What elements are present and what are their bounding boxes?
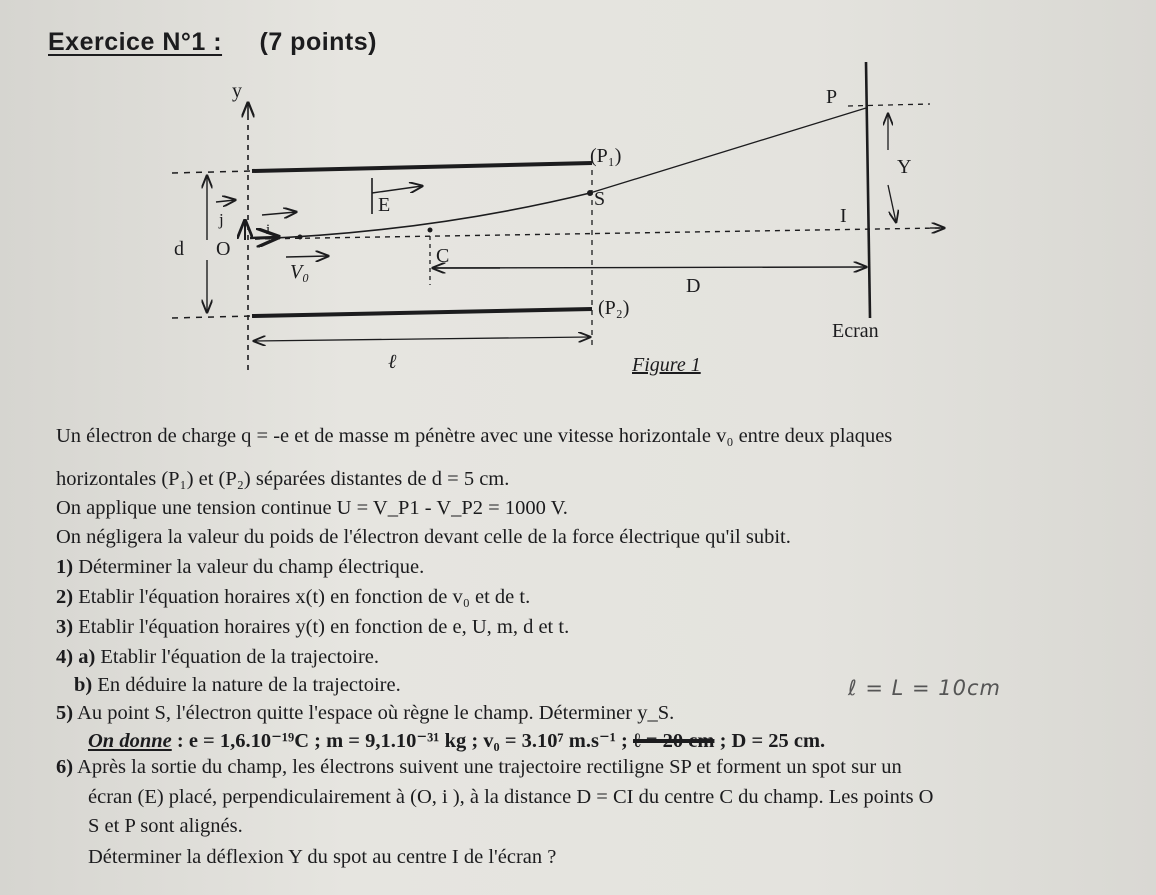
question-4b bbox=[74, 674, 401, 697]
question-2-num: 2) bbox=[56, 586, 74, 608]
question-3-text: Etablir l'équation horaires y(t) en fonction de e, U, m, d et t. bbox=[78, 616, 570, 638]
vector-i-bar bbox=[262, 212, 296, 215]
label-big-d: D bbox=[686, 275, 701, 297]
label-v0: V₀ bbox=[290, 261, 310, 283]
plate-p1-dash bbox=[172, 171, 252, 173]
label-j: j bbox=[219, 210, 224, 229]
parabolic-trajectory bbox=[255, 193, 590, 239]
handwritten-note: ℓ = L = 10cm bbox=[848, 676, 1001, 700]
label-o: O bbox=[216, 238, 231, 260]
intro-line-2: horizontales (P₁) et (P₂) séparées distantes de d = 5 cm. bbox=[56, 468, 510, 490]
plate-p2-dash bbox=[172, 316, 252, 318]
label-ell: ℓ bbox=[388, 351, 397, 373]
given-struck-length: ℓ = 20 cm bbox=[633, 730, 715, 752]
label-y-deflection: Y bbox=[897, 156, 912, 178]
straight-trajectory bbox=[590, 108, 866, 193]
question-6-num: 6) bbox=[56, 756, 74, 778]
label-s: S bbox=[594, 188, 606, 210]
question-5-num: 5) bbox=[56, 702, 74, 724]
question-4b-text: En déduire la nature de la trajectoire. bbox=[97, 674, 401, 696]
intro-line-3: On applique une tension continue U = V_P1 - V_P2 = 1000 V. bbox=[56, 497, 568, 519]
label-p: P bbox=[826, 86, 838, 108]
label-d: d bbox=[174, 238, 184, 260]
question-1 bbox=[56, 556, 424, 579]
point-p-dash bbox=[848, 104, 930, 106]
question-6-line-3: S et P sont alignés. bbox=[88, 815, 243, 837]
y-deflection-down bbox=[888, 185, 896, 222]
question-2 bbox=[56, 586, 530, 609]
question-5-text: Au point S, l'électron quitte l'espace où règne le champ. Déterminer y_S. bbox=[77, 702, 675, 724]
label-e: E bbox=[378, 194, 391, 216]
question-6 bbox=[56, 756, 902, 779]
question-6-line-2: écran (E) placé, perpendiculairement à (O, i ), à la distance D = CI du centre C du champ. Les points O bbox=[88, 786, 934, 808]
label-i: i bbox=[266, 222, 271, 238]
exercise-number: Exercice N°1 : bbox=[48, 28, 223, 56]
given-values: On donne : e = 1,6.10⁻¹⁹C ; m = 9,1.10⁻³¹ kg ; v₀ = 3.10⁷ m.s⁻¹ ; ℓ = 20 cm ; D = 25 cm. bbox=[88, 730, 826, 752]
exercise-points: (7 points) bbox=[259, 28, 377, 56]
question-1-num: 1) bbox=[56, 556, 74, 578]
plate-p2 bbox=[252, 309, 592, 316]
label-screen-i: I bbox=[840, 205, 847, 227]
question-1-text: Déterminer la valeur du champ électrique. bbox=[78, 556, 425, 578]
intro-line-1: Un électron de charge q = -e et de masse m pénètre avec une vitesse horizontale v₀ entre deux plaques bbox=[56, 425, 893, 447]
given-distance: ; D = 25 cm. bbox=[719, 730, 826, 752]
question-4b-num: b) bbox=[74, 674, 93, 696]
question-4a-text: Etablir l'équation de la trajectoire. bbox=[100, 646, 380, 668]
question-6-line-4: Déterminer la déflexion Y du spot au centre I de l'écran ? bbox=[88, 846, 557, 868]
question-2-text: Etablir l'équation horaires x(t) en fonction de v₀ et de t. bbox=[78, 586, 531, 608]
label-ecran: Ecran bbox=[832, 320, 879, 342]
question-3-num: 3) bbox=[56, 616, 74, 638]
question-5 bbox=[56, 702, 674, 725]
ell-arrow-right bbox=[420, 337, 590, 339]
figure-caption: Figure 1 bbox=[632, 354, 701, 376]
field-e-arrow bbox=[372, 186, 422, 193]
given-label: On donne bbox=[88, 730, 172, 752]
question-4a-num: 4) a) bbox=[56, 646, 96, 668]
question-3 bbox=[56, 616, 569, 639]
vector-j-bar bbox=[216, 200, 235, 202]
plate-p1 bbox=[252, 163, 592, 171]
question-6-text: Après la sortie du champ, les électrons suivent une trajectoire rectiligne SP et forment un spot sur un bbox=[77, 756, 902, 778]
label-p2: (P₂) bbox=[598, 297, 630, 319]
figure-1-diagram bbox=[0, 0, 1156, 400]
point-o-dot bbox=[298, 235, 303, 240]
y-axis-label: y bbox=[232, 80, 242, 102]
screen-ecran bbox=[866, 62, 870, 318]
label-c: C bbox=[436, 245, 450, 267]
x-axis-line bbox=[255, 228, 940, 239]
question-4a bbox=[56, 646, 379, 669]
given-constants: e = 1,6.10⁻¹⁹C ; m = 9,1.10⁻³¹ kg ; v₀ = 3.10⁷ m.s⁻¹ ; bbox=[188, 730, 628, 752]
ell-arrow-left bbox=[254, 339, 420, 341]
intro-line-4: On négligera la valeur du poids de l'électron devant celle de la force électrique qu'il subit. bbox=[56, 526, 791, 548]
label-p1: (P₁) bbox=[590, 145, 622, 167]
vector-v0 bbox=[286, 256, 328, 257]
